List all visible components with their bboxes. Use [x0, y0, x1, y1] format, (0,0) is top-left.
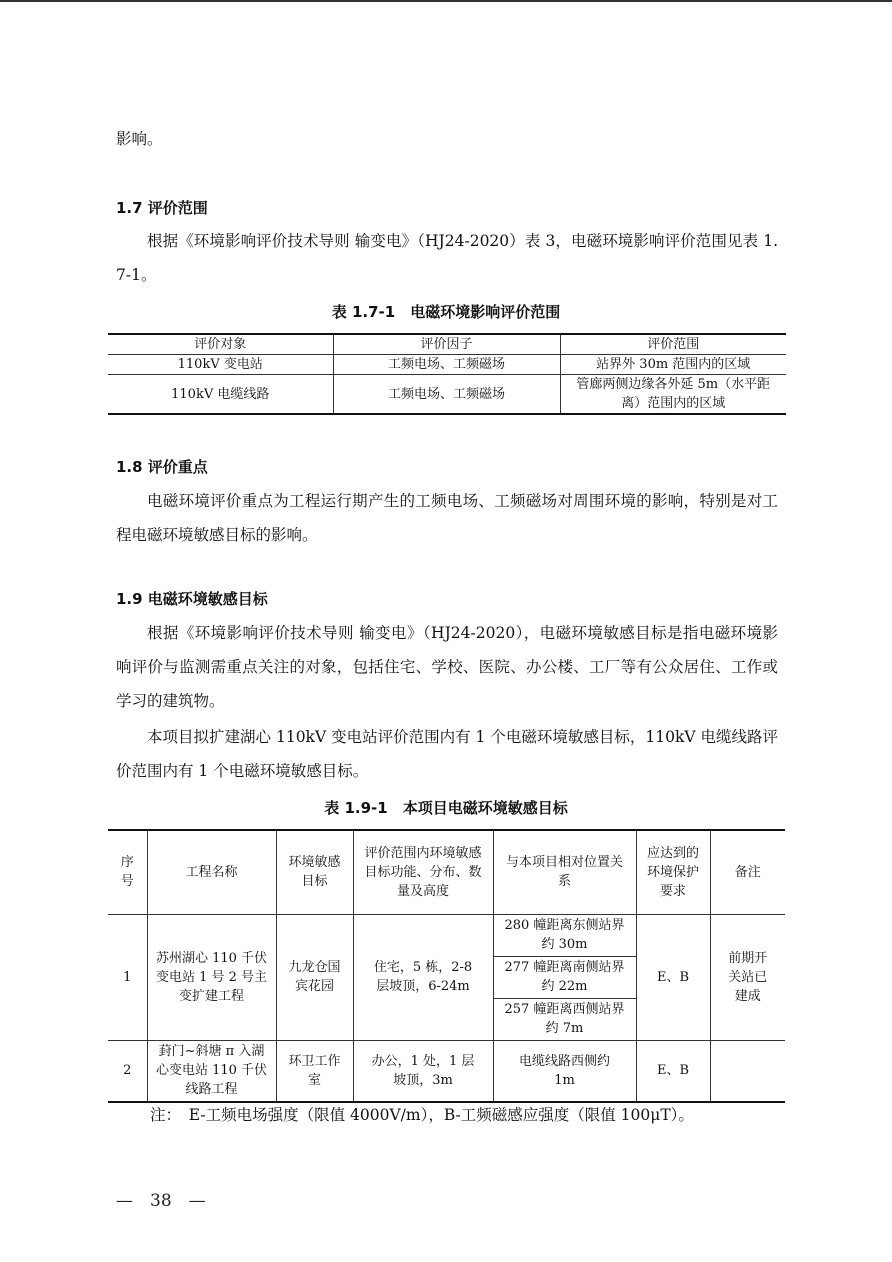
table-header-cell: 评价对象 — [108, 334, 333, 355]
table-header-cell: 序号 — [108, 830, 147, 914]
table-cell: 管廊两侧边缘各外延 5m（水平距离）范围内的区域 — [576, 377, 771, 411]
section-1-8-paragraph: 电磁环境评价重点为工程运行期产生的工频电场、工频磁场对周围环境的影响，特别是对工程电磁环境敏感目标的影响。 — [116, 492, 778, 544]
table-header-cell: 与本项目相对位置关系 — [493, 830, 636, 914]
table-header-cell: 评价因子 — [333, 334, 560, 355]
table-row — [108, 355, 786, 375]
table-header-cell: 环境敏感目标 — [276, 830, 353, 914]
table-cell-position: 277 幢距离南侧站界约 22m — [493, 956, 636, 998]
evaluation-scope-table — [108, 333, 786, 415]
intro-text: 影响。 — [116, 130, 163, 148]
section-1-7-paragraph: 根据《环境影响评价技术导则 输变电》（HJ24-2020）表 3，电磁环境影响评价范围见表 1.7-1。 — [116, 232, 778, 284]
table-header-cell: 评价范围 — [560, 334, 786, 355]
table-cell: 站界外 30m 范围内的区域 — [560, 355, 786, 375]
table-cell: 工频电场、工频磁场 — [333, 375, 560, 415]
table-row — [108, 914, 785, 956]
table-header-cell: 应达到的环境保护要求 — [636, 830, 710, 914]
table-header-cell: 工程名称 — [147, 830, 276, 914]
table-header-cell: 评价范围内环境敏感目标功能、分布、数量及高度 — [353, 830, 493, 914]
table-cell-no: 1 — [108, 914, 147, 1040]
section-1-9-heading: 1.9 电磁环境敏感目标 — [116, 590, 268, 608]
table-cell-position: 280 幢距离东侧站界约 30m — [493, 914, 636, 956]
table-cell-requirement: E、B — [636, 1040, 710, 1102]
page-number: — 38 — — [116, 1191, 206, 1211]
table-cell-no: 2 — [108, 1040, 147, 1102]
page-top-border — [0, 0, 892, 2]
table-cell-position: 电缆线路西侧约 1m — [493, 1040, 636, 1102]
table-cell-remark: 前期开关站已建成 — [710, 914, 785, 1040]
table-cell-function: 住宅，5 栋，2-8 层坡顶，6-24m — [353, 914, 493, 1040]
table-1-7-1-caption: 表 1.7-1 电磁环境影响评价范围 — [331, 303, 561, 321]
table-cell-project: 葑门~斜塘 π 入湖心变电站 110 千伏线路工程 — [147, 1040, 276, 1102]
table-cell: 工频电场、工频磁场 — [333, 355, 560, 375]
table-1-9-1-caption: 表 1.9-1 本项目电磁环境敏感目标 — [324, 799, 568, 817]
table-cell-target: 环卫工作室 — [276, 1040, 353, 1102]
sensitive-targets-table — [108, 829, 785, 1103]
table-cell-remark — [710, 1040, 785, 1102]
table-header-row — [108, 334, 786, 355]
table-cell-function: 办公，1 处，1 层坡顶，3m — [353, 1040, 493, 1102]
table-cell: 110kV 电缆线路 — [108, 375, 333, 415]
section-1-8-heading: 1.8 评价重点 — [116, 458, 208, 476]
table-row — [108, 1040, 785, 1102]
section-1-9-paragraph-1: 根据《环境影响评价技术导则 输变电》（HJ24-2020），电磁环境敏感目标是指电磁环境影响评价与监测需重点关注的对象，包括住宅、学校、医院、办公楼、工厂等有公众居住、工作或学习的建筑物。 — [116, 624, 778, 710]
table-row — [108, 375, 786, 415]
table-cell: 110kV 变电站 — [108, 355, 333, 375]
table-header-cell: 备注 — [710, 830, 785, 914]
table-note: 注： E-工频电场强度（限值 4000V/m），B-工频磁感应强度（限值 100μT）。 — [150, 1106, 694, 1124]
table-cell-position: 257 幢距离西侧站界约 7m — [493, 998, 636, 1040]
table-cell-project: 苏州湖心 110 千伏变电站 1 号 2 号主变扩建工程 — [147, 914, 276, 1040]
table-cell-requirement: E、B — [636, 914, 710, 1040]
table-cell-target: 九龙仓国宾花园 — [276, 914, 353, 1040]
table-header-row — [108, 830, 785, 914]
section-1-9-paragraph-2: 本项目拟扩建湖心 110kV 变电站评价范围内有 1 个电磁环境敏感目标，110kV 电缆线路评价范围内有 1 个电磁环境敏感目标。 — [116, 728, 778, 780]
section-1-7-heading: 1.7 评价范围 — [116, 199, 208, 217]
